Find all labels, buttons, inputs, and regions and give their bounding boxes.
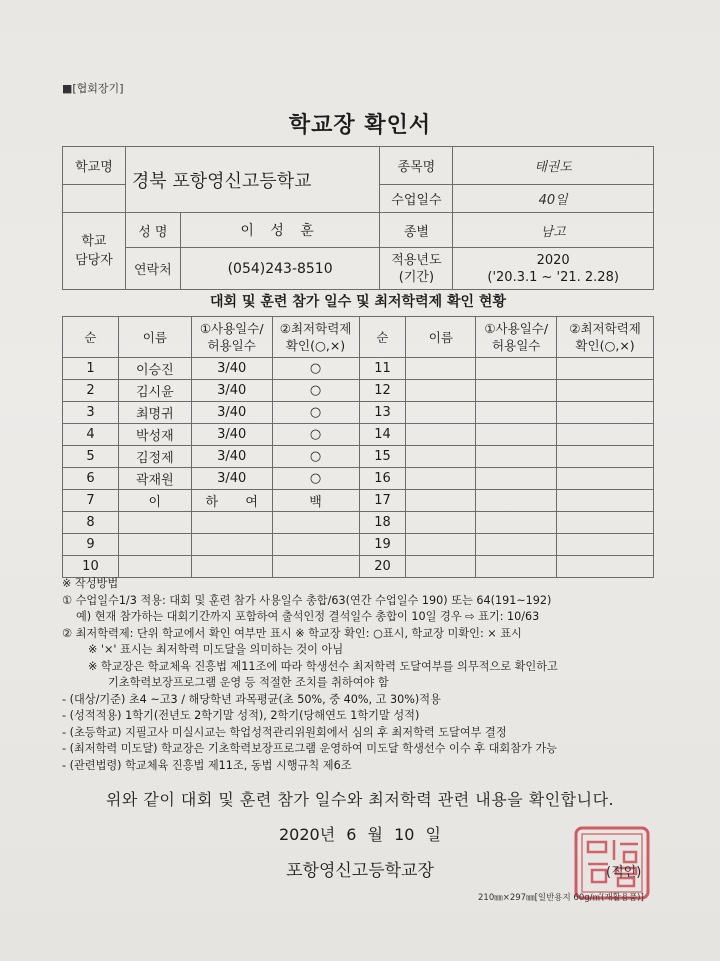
- blank-mark-1: 이: [118, 490, 191, 512]
- row-check-right: [557, 490, 654, 512]
- row-no-right: 14: [359, 424, 406, 446]
- row-check-right: [557, 424, 654, 446]
- gender-label: 종별: [380, 213, 453, 248]
- row-check-right: [557, 556, 654, 578]
- period-year: 2020: [536, 252, 570, 268]
- row-days-right: [476, 446, 557, 468]
- note-elementary: - (초등학교) 지필고사 미실시교는 학업성적관리위원회에서 심의 후 최저학력 도달여부 결정: [62, 725, 507, 739]
- school-label-spacer: [63, 185, 126, 213]
- info-table: [62, 146, 654, 290]
- days-value: 40일: [453, 185, 654, 213]
- table-row: [63, 556, 654, 578]
- table-row: [63, 490, 654, 512]
- table-row: [63, 358, 654, 380]
- row-name: 김시윤: [118, 380, 191, 402]
- row-name-right: [406, 358, 476, 380]
- row-check: [272, 512, 359, 534]
- period-value: [453, 248, 654, 290]
- row-days: [191, 534, 272, 556]
- row-days: 3/40: [191, 468, 272, 490]
- table-row: [63, 402, 654, 424]
- header-name-right: 이름: [406, 317, 476, 358]
- table-row: [63, 380, 654, 402]
- row-days: 3/40: [191, 402, 272, 424]
- row-name: 이승진: [118, 358, 191, 380]
- row-check-right: [557, 468, 654, 490]
- school-name: 경북 포항영신고등학교: [125, 147, 380, 213]
- table-header-row: [63, 317, 654, 358]
- row-check: ○: [272, 446, 359, 468]
- note-grades: - (성적적용) 1학기(전년도 2학기말 성적), 2학기(당해연도 1학기말 성적): [62, 709, 420, 722]
- blank-mark-3: 여: [245, 495, 258, 510]
- row-name-right: [406, 468, 476, 490]
- row-no-right: 15: [359, 446, 406, 468]
- row-check-right: [557, 380, 654, 402]
- row-no: 1: [63, 358, 119, 380]
- header-no-right: 순: [359, 317, 406, 358]
- row-check: ○: [272, 402, 359, 424]
- row-no-right: 13: [359, 402, 406, 424]
- row-days: 3/40: [191, 380, 272, 402]
- header-name: 이름: [118, 317, 191, 358]
- row-no-right: 16: [359, 468, 406, 490]
- period-range: ('20.3.1 ~ '21. 2.28): [487, 269, 619, 285]
- form-tag: ■[협회장기]: [62, 82, 124, 95]
- row-check-right: [557, 358, 654, 380]
- note-1: ① 수업일수1/3 적용: 대회 및 훈련 참가 사용일수 총합/63(연간 수업일수 190) 또는 64(191~192): [62, 593, 552, 607]
- row-name-right: [406, 490, 476, 512]
- row-days-right: [476, 402, 557, 424]
- row-days-right: [476, 556, 557, 578]
- row-check-right: [557, 446, 654, 468]
- table-row: [63, 446, 654, 468]
- instructions: [62, 576, 662, 774]
- row-name: [118, 556, 191, 578]
- period-label: 적용년도 (기간): [380, 248, 453, 290]
- note-2: ② 최저학력제: 단위 학교에서 확인 여부만 표시 ※ 학교장 확인: ○표시, 학교장 미확인: × 표시: [62, 626, 522, 640]
- issue-date: 2020년 6 월 10 일: [279, 825, 441, 844]
- row-name-right: [406, 534, 476, 556]
- row-name: [118, 534, 191, 556]
- row-name: 최명귀: [118, 402, 191, 424]
- row-name: 박성재: [118, 424, 191, 446]
- notes-heading: ※ 작성방법: [62, 577, 119, 590]
- row-no: 4: [63, 424, 119, 446]
- row-days: 3/40: [191, 358, 272, 380]
- row-no: 8: [63, 512, 119, 534]
- header-days-right: ①사용일수/ 허용일수: [476, 317, 557, 358]
- row-no-right: 12: [359, 380, 406, 402]
- blank-mark-days: [191, 490, 272, 512]
- row-check: ○: [272, 468, 359, 490]
- school-label: 학교명: [63, 147, 126, 185]
- row-check: ○: [272, 358, 359, 380]
- row-name-right: [406, 424, 476, 446]
- blank-mark-4: 백: [272, 490, 359, 512]
- row-days-right: [476, 380, 557, 402]
- row-check: [272, 534, 359, 556]
- note-1-example: 예) 현재 참가하는 대회기간까지 포함하여 출석인정 결석일수 총합이 10일 경우 ⇨ 표기: 10/63: [76, 610, 540, 623]
- days-label: 수업일수: [380, 185, 453, 213]
- row-name-right: [406, 380, 476, 402]
- row-check: [272, 556, 359, 578]
- row-no: 5: [63, 446, 119, 468]
- row-days-right: [476, 534, 557, 556]
- sport-label: 종목명: [380, 147, 453, 185]
- row-days-right: [476, 424, 557, 446]
- table-row: [63, 512, 654, 534]
- name-label: 성 명: [125, 213, 180, 248]
- note-3-cont: 기초학력보장프로그램 운영 등 적절한 조치를 취하여야 함: [108, 676, 389, 689]
- row-name-right: [406, 556, 476, 578]
- row-name: 김정제: [118, 446, 191, 468]
- row-days: [191, 512, 272, 534]
- gender-value: 남고: [453, 213, 654, 248]
- table-row: [63, 534, 654, 556]
- table-row: [63, 424, 654, 446]
- note-3: ※ 학교장은 학교체육 진흥법 제11조에 따라 학생선수 최저학력 도달여부를 의무적으로 확인하고: [88, 659, 558, 673]
- header-no: 순: [63, 317, 119, 358]
- row-name-right: [406, 402, 476, 424]
- row-days-right: [476, 512, 557, 534]
- row-check-right: [557, 512, 654, 534]
- row-no: 10: [63, 556, 119, 578]
- row-no: 7: [63, 490, 119, 512]
- row-name-right: [406, 446, 476, 468]
- row-check: ○: [272, 424, 359, 446]
- header-check-right: ②최저학력제 확인(○,×): [557, 317, 654, 358]
- note-law: - (관련법령) 학교체육 진흥법 제11조, 동법 시행규칙 제6조: [62, 758, 352, 772]
- contact-value: (054)243-8510: [180, 248, 380, 290]
- row-days-right: [476, 468, 557, 490]
- row-name: 곽재원: [118, 468, 191, 490]
- row-days: [191, 556, 272, 578]
- paper-spec: 210㎜×297㎜[일반용지 60g/㎡(재활용품)]: [478, 893, 644, 903]
- note-2-remark: ※ '×' 표시는 최저학력 미도달을 의미하는 것이 아님: [88, 643, 344, 656]
- row-check-right: [557, 402, 654, 424]
- row-no-right: 17: [359, 490, 406, 512]
- row-no: 2: [63, 380, 119, 402]
- confirmation-text: 위와 같이 대회 및 훈련 참가 일수와 최저학력 관련 내용을 확인합니다.: [105, 790, 615, 809]
- document-title: 학교장 확인서: [288, 113, 432, 138]
- principal-name: 포항영신고등학교장: [286, 861, 434, 881]
- row-days-right: [476, 358, 557, 380]
- blank-mark-2: 하: [205, 495, 218, 510]
- sport-value: 태권도: [453, 147, 654, 185]
- row-days: 3/40: [191, 424, 272, 446]
- header-check: ②최저학력제 확인(○,×): [272, 317, 359, 358]
- row-days-right: [476, 490, 557, 512]
- row-no-right: 11: [359, 358, 406, 380]
- section-title: 대회 및 훈련 참가 일수 및 최저학력제 확인 현황: [210, 294, 506, 310]
- row-check: ○: [272, 380, 359, 402]
- contact-label: 연락처: [125, 248, 180, 290]
- participation-table: [62, 316, 654, 578]
- manager-label: 학교 담당자: [63, 213, 126, 290]
- row-no-right: 19: [359, 534, 406, 556]
- table-row: [63, 468, 654, 490]
- row-no: 6: [63, 468, 119, 490]
- row-days: 3/40: [191, 446, 272, 468]
- header-days: ①사용일수/ 허용일수: [191, 317, 272, 358]
- row-no-right: 20: [359, 556, 406, 578]
- row-no: 9: [63, 534, 119, 556]
- row-no: 3: [63, 402, 119, 424]
- manager-name: 이 성 훈: [180, 213, 380, 248]
- note-below: - (최저학력 미도달) 학교장은 기초학력보장프로그램 운영하여 미도달 학생선수 이수 후 대회참가 가능: [62, 742, 557, 755]
- row-check-right: [557, 534, 654, 556]
- seal-mark: (직인): [606, 865, 642, 880]
- row-no-right: 18: [359, 512, 406, 534]
- note-target: - (대상/기준) 초4 ~고3 / 해당학년 과목평균(초 50%, 중 40%, 고 30%)적용: [62, 692, 441, 706]
- row-name: [118, 512, 191, 534]
- row-name-right: [406, 512, 476, 534]
